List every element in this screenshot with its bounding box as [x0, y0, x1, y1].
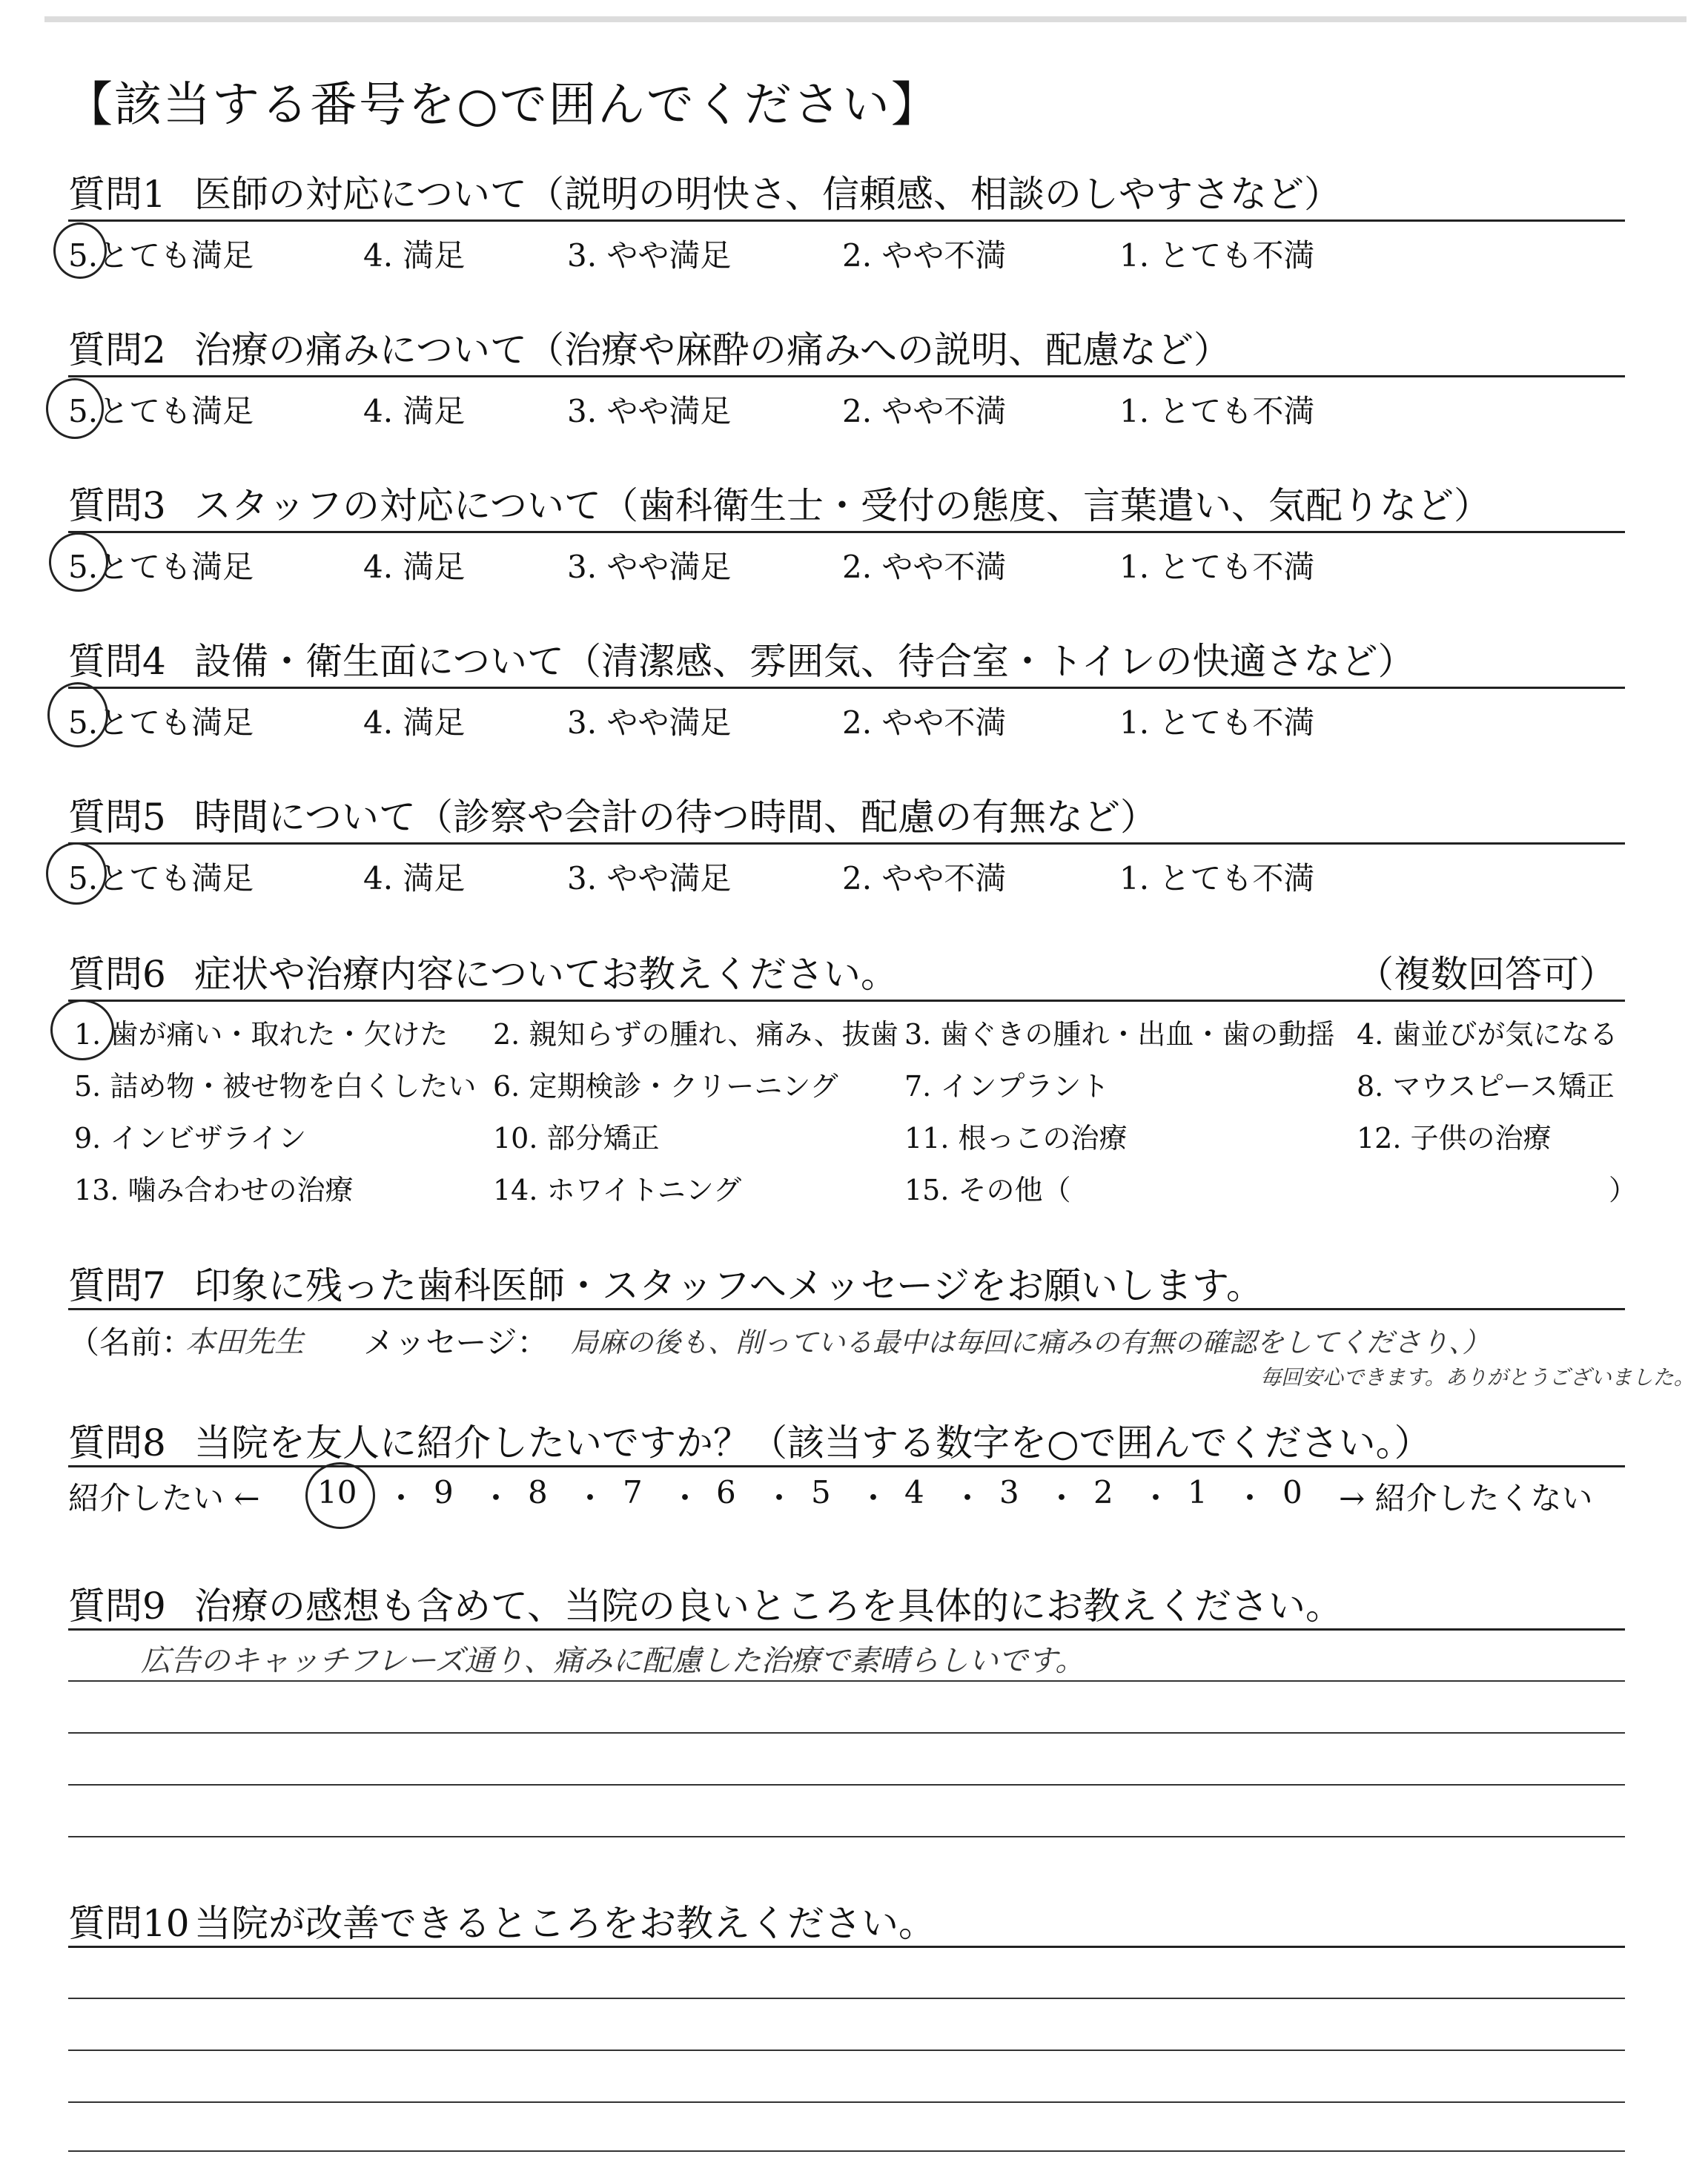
scale-4[interactable]: 4: [904, 1474, 924, 1510]
q6-option-2[interactable]: 2. 親知らずの腫れ、痛み、抜歯: [493, 1018, 898, 1051]
divider: [68, 1308, 1625, 1310]
selection-circle: [49, 532, 108, 592]
q6-option-9[interactable]: 9. インビザライン: [74, 1122, 307, 1155]
writing-line: [68, 1732, 1625, 1734]
q6-option-5[interactable]: 5. 詰め物・被せ物を白くしたい: [74, 1070, 477, 1103]
question-text: 当院を友人に紹介したいですか？（該当する数字を○で囲んでください。）: [194, 1421, 1431, 1464]
q6-option-7[interactable]: 7. インプラント: [904, 1070, 1110, 1103]
question-6: [68, 945, 898, 998]
divider: [68, 687, 1625, 689]
name-value[interactable]: 本田先生: [185, 1325, 304, 1359]
question-number: 質問10: [68, 1902, 190, 1945]
selection-circle: [47, 682, 108, 747]
scale-6[interactable]: 6: [716, 1474, 736, 1510]
q4-option-1[interactable]: 1. とても不満: [1119, 704, 1315, 741]
recommend-right-label: → 紹介したくない: [1339, 1480, 1593, 1516]
name-label: （名前：: [68, 1324, 193, 1361]
q9-answer[interactable]: 広告のキャッチフレーズ通り、痛みに配慮した治療で素晴らしいです。: [141, 1644, 1085, 1678]
q6-option-15[interactable]: 15. その他（: [904, 1174, 1071, 1206]
question-1: [68, 165, 1341, 218]
divider: [68, 842, 1625, 845]
multiple-answers-note: （複数回答可）: [1357, 953, 1616, 996]
divider: [68, 531, 1625, 533]
dot-separator: ・: [858, 1480, 890, 1516]
q4-option-4[interactable]: 4. 満足: [363, 704, 466, 741]
q1-option-3[interactable]: 3. やや満足: [567, 237, 732, 274]
q5-option-1[interactable]: 1. とても不満: [1119, 860, 1315, 896]
question-8: [68, 1413, 1431, 1467]
q6-option-11[interactable]: 11. 根っこの治療: [904, 1122, 1128, 1155]
question-5: [68, 787, 1157, 841]
question-2: [68, 320, 1231, 374]
question-text: 症状や治療内容についてお教えください。: [194, 953, 898, 996]
scale-7[interactable]: 7: [623, 1474, 643, 1510]
q1-option-5[interactable]: 5.とても満足: [68, 237, 254, 274]
q5-option-4[interactable]: 4. 満足: [363, 860, 466, 896]
q6-option-14[interactable]: 14. ホワイトニング: [493, 1174, 742, 1206]
q6-option-1[interactable]: 1. 歯が痛い・取れた・欠けた: [74, 1018, 448, 1051]
q2-option-1[interactable]: 1. とても不満: [1119, 393, 1315, 429]
dot-separator: ・: [669, 1480, 701, 1516]
q6-option-4[interactable]: 4. 歯並びが気になる: [1357, 1018, 1618, 1051]
divider: [68, 219, 1625, 222]
q4-option-3[interactable]: 3. やや満足: [567, 704, 732, 741]
question-text: 治療の感想も含めて、当院の良いところを具体的にお教えください。: [194, 1585, 1343, 1628]
selection-circle: [305, 1462, 375, 1529]
scale-9[interactable]: 9: [434, 1474, 454, 1510]
question-number: 質問5: [68, 796, 166, 839]
selection-circle: [46, 378, 104, 439]
q1-option-2[interactable]: 2. やや不満: [842, 237, 1007, 274]
question-text: 印象に残った歯科医師・スタッフへメッセージをお願いします。: [194, 1264, 1263, 1307]
q6-option-6[interactable]: 6. 定期検診・クリーニング: [493, 1070, 838, 1103]
question-number: 質問4: [68, 640, 166, 683]
divider: [68, 1628, 1625, 1631]
question-number: 質問7: [68, 1264, 166, 1307]
question-number: 質問6: [68, 953, 166, 996]
divider: [68, 1946, 1625, 1948]
divider: [68, 1000, 1625, 1002]
divider: [68, 1465, 1625, 1467]
writing-line: [68, 2050, 1625, 2051]
question-text: 設備・衛生面について（清潔感、雰囲気、待合室・トイレの快適さなど）: [194, 640, 1415, 683]
q5-option-5[interactable]: 5.とても満足: [68, 860, 254, 896]
question-4: [68, 632, 1415, 685]
scale-10[interactable]: 10: [317, 1474, 357, 1510]
q3-option-2[interactable]: 2. やや不満: [842, 549, 1007, 585]
q6-option-3[interactable]: 3. 歯ぐきの腫れ・出血・歯の動揺: [904, 1018, 1335, 1051]
q2-option-2[interactable]: 2. やや不満: [842, 393, 1007, 429]
q3-option-4[interactable]: 4. 満足: [363, 549, 466, 585]
scale-0[interactable]: 0: [1282, 1474, 1302, 1510]
writing-line: [68, 1998, 1625, 1999]
q6-option-13[interactable]: 13. 噛み合わせの治療: [74, 1174, 354, 1206]
scale-1[interactable]: 1: [1188, 1474, 1208, 1510]
q5-option-3[interactable]: 3. やや満足: [567, 860, 732, 896]
q3-option-3[interactable]: 3. やや満足: [567, 549, 732, 585]
q6-option-10[interactable]: 10. 部分矯正: [493, 1122, 660, 1155]
question-10: [68, 1894, 936, 1947]
q2-option-3[interactable]: 3. やや満足: [567, 393, 732, 429]
selection-circle: [46, 842, 107, 905]
q6-option-8[interactable]: 8. マウスピース矯正: [1357, 1070, 1615, 1103]
other-close-paren: ）: [1609, 1174, 1638, 1206]
q3-option-1[interactable]: 1. とても不満: [1119, 549, 1315, 585]
q4-option-2[interactable]: 2. やや不満: [842, 704, 1007, 741]
scan-edge: [44, 16, 1687, 22]
question-number: 質問9: [68, 1585, 166, 1628]
writing-line: [68, 2150, 1625, 2152]
dot-separator: ・: [1140, 1480, 1172, 1516]
divider: [68, 375, 1625, 377]
scale-3[interactable]: 3: [999, 1474, 1019, 1510]
scale-2[interactable]: 2: [1093, 1474, 1113, 1510]
selection-circle: [53, 222, 107, 279]
writing-line: [68, 1784, 1625, 1786]
dot-separator: ・: [575, 1480, 606, 1516]
q2-option-5[interactable]: 5.とても満足: [68, 393, 254, 429]
question-number: 質問1: [68, 173, 166, 216]
writing-line: [68, 1680, 1625, 1682]
dot-separator: ・: [480, 1480, 512, 1516]
dot-separator: ・: [1046, 1480, 1078, 1516]
question-number: 質問2: [68, 328, 166, 371]
question-text: 治療の痛みについて（治療や麻酔の痛みへの説明、配慮など）: [194, 328, 1231, 371]
dot-separator: ・: [952, 1480, 984, 1516]
writing-line: [68, 1836, 1625, 1837]
message-label: メッセージ：: [363, 1324, 549, 1361]
q1-option-4[interactable]: 4. 満足: [363, 237, 466, 274]
question-3: [68, 476, 1491, 529]
q4-option-5[interactable]: 5.とても満足: [68, 704, 254, 741]
question-7: [68, 1256, 1263, 1309]
dot-separator: ・: [764, 1480, 795, 1516]
question-number: 質問8: [68, 1421, 166, 1464]
q2-option-4[interactable]: 4. 満足: [363, 393, 466, 429]
question-9: [68, 1576, 1343, 1630]
selection-circle: [50, 1000, 114, 1060]
q6-option-12[interactable]: 12. 子供の治療: [1357, 1122, 1552, 1155]
message-line-1[interactable]: 局麻の後も、削っている最中は毎回に痛みの有無の確認をしてくださり、）: [571, 1327, 1490, 1358]
question-text: スタッフの対応について（歯科衛生士・受付の態度、言葉遣い、気配りなど）: [194, 484, 1491, 527]
message-line-2[interactable]: 毎回安心できます。ありがとうございました。: [1260, 1365, 1695, 1390]
q3-option-5[interactable]: 5.とても満足: [68, 549, 254, 585]
question-text: 時間について（診察や会計の待つ時間、配慮の有無など）: [194, 796, 1157, 839]
q1-option-1[interactable]: 1. とても不満: [1119, 237, 1315, 274]
question-number: 質問3: [68, 484, 166, 527]
writing-line: [68, 2101, 1625, 2103]
dot-separator: ・: [385, 1480, 417, 1516]
scale-5[interactable]: 5: [811, 1474, 831, 1510]
recommend-left-label: 紹介したい ←: [68, 1480, 260, 1516]
question-text: 医師の対応について（説明の明快さ、信頼感、相談のしやすさなど）: [194, 173, 1341, 216]
question-text: 当院が改善できるところをお教えください。: [194, 1902, 936, 1945]
dot-separator: ・: [1234, 1480, 1266, 1516]
q5-option-2[interactable]: 2. やや不満: [842, 860, 1007, 896]
scale-8[interactable]: 8: [528, 1474, 548, 1510]
page-title: 【該当する番号を○で囲んでください】: [65, 78, 940, 133]
